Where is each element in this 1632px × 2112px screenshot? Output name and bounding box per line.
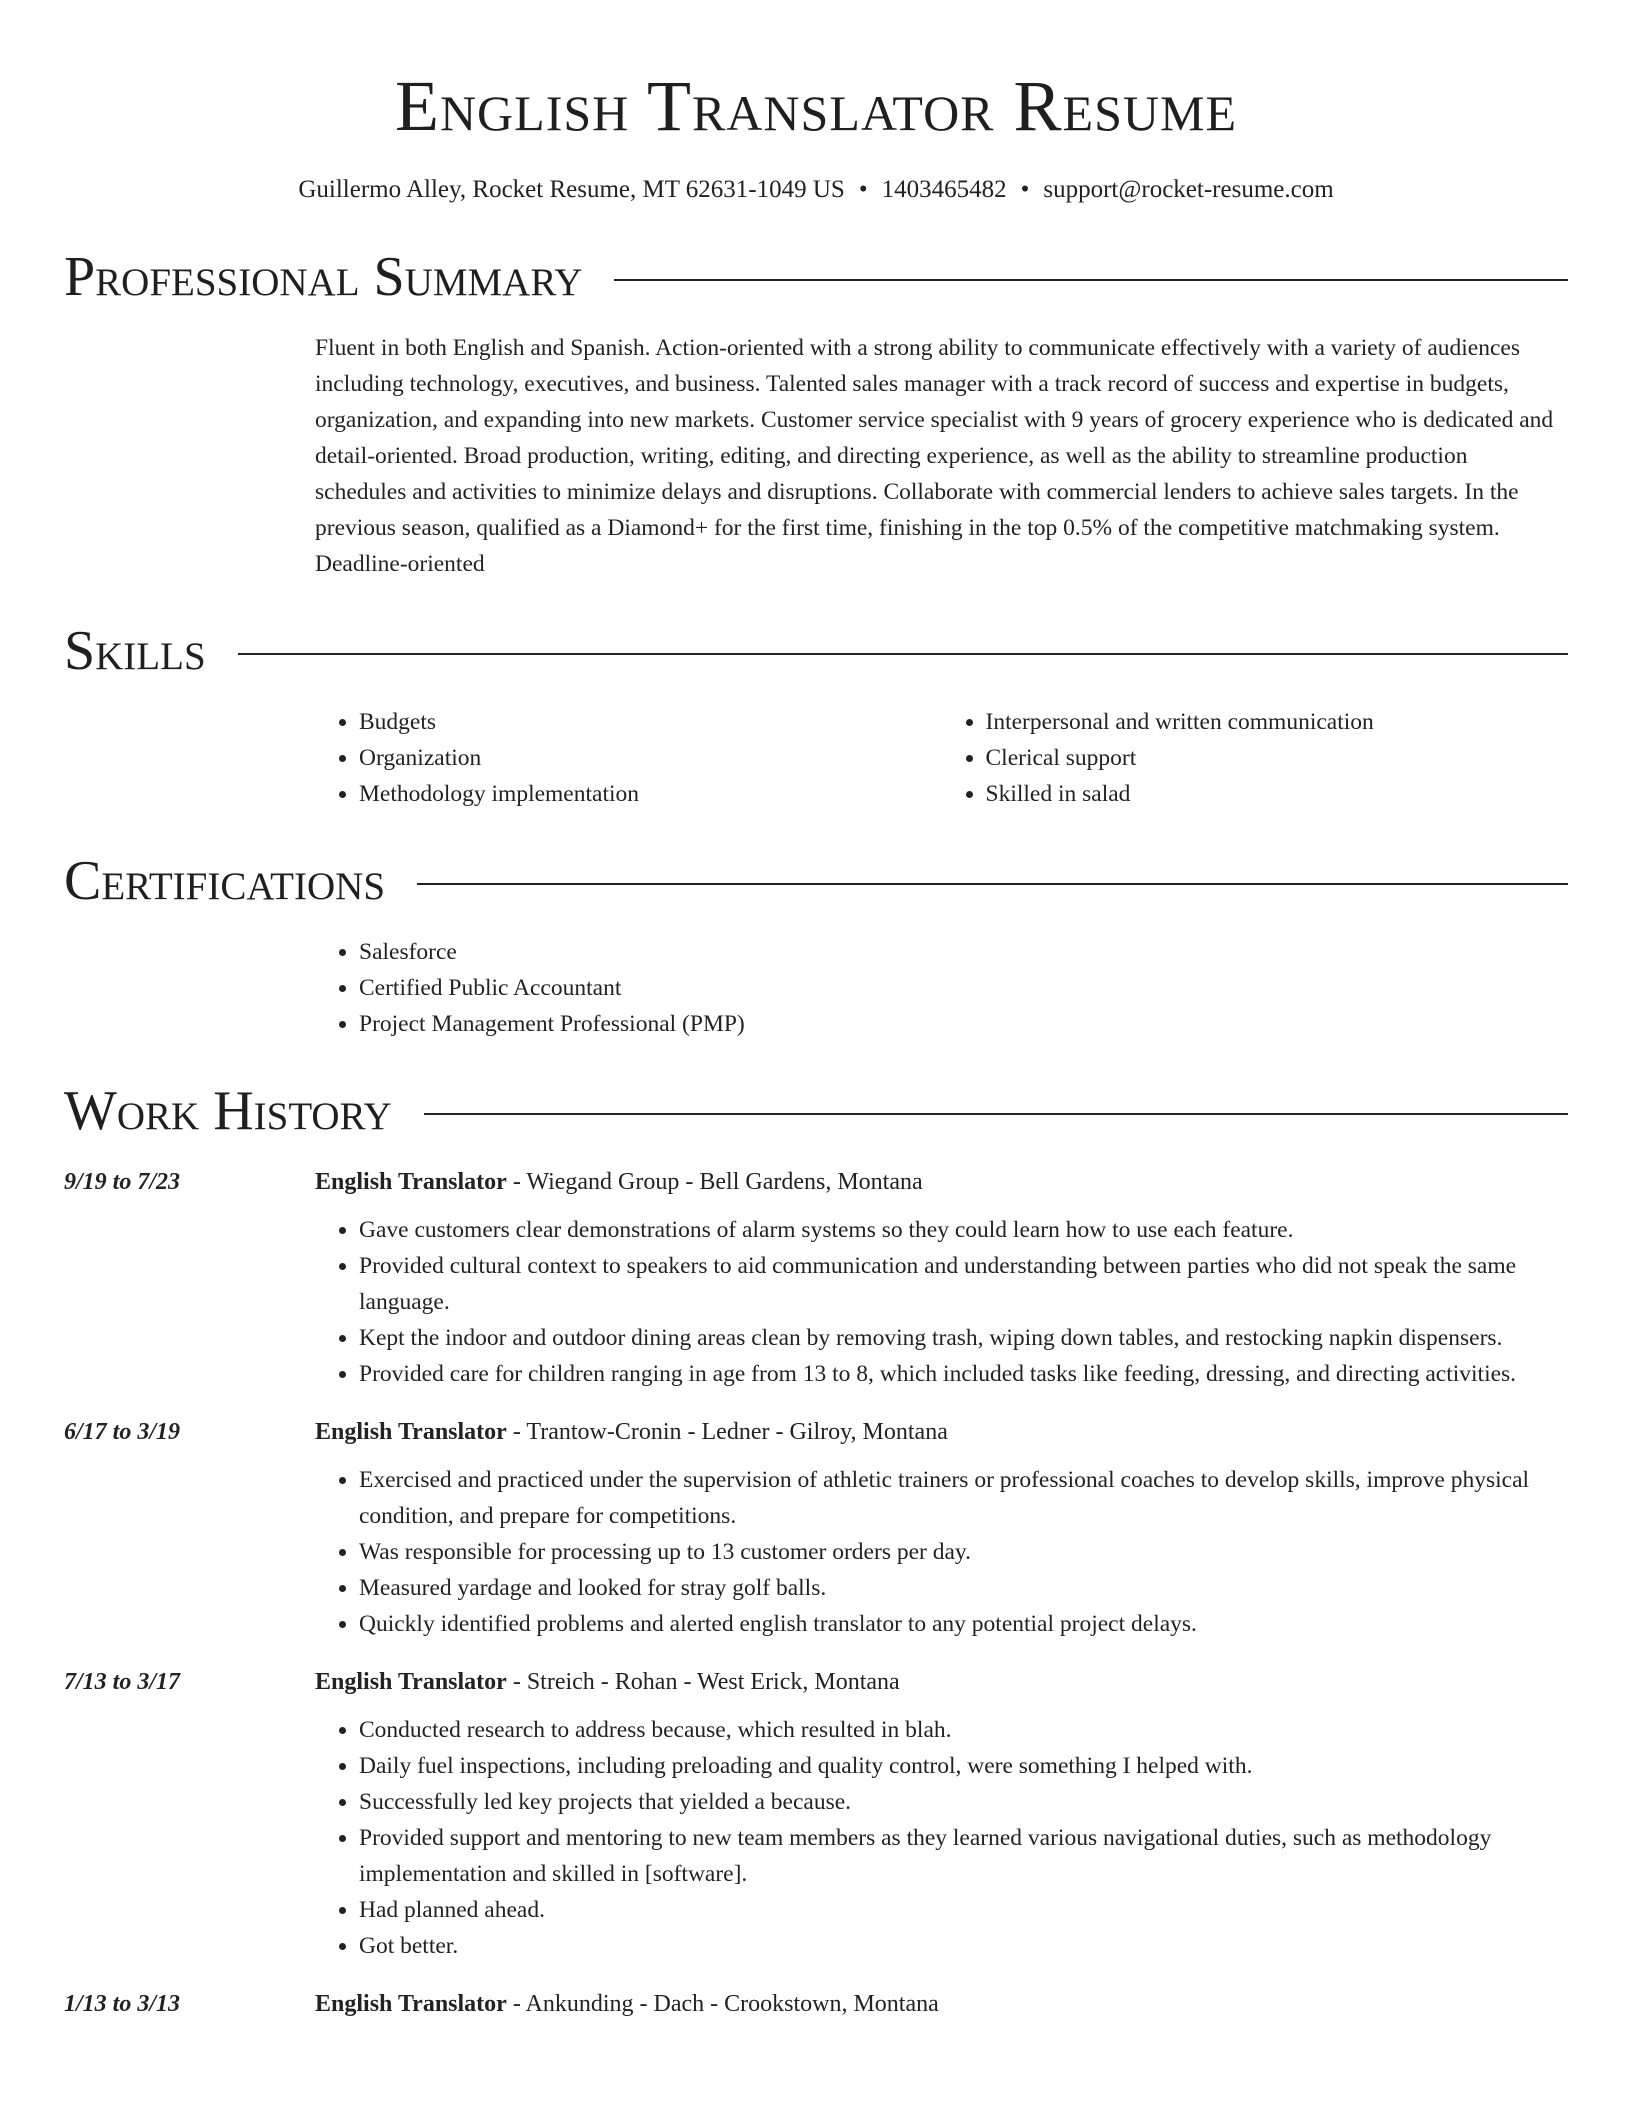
summary-header — [64, 242, 1568, 312]
job-bullet: • Quickly identified problems and alerted english translator to any potential project delays. — [359, 1606, 1568, 1642]
skill-item: • Budgets — [359, 704, 942, 740]
job-bullets — [315, 1462, 1568, 1642]
certifications-heading: Certifications — [64, 850, 386, 912]
job-bullet: • Kept the indoor and outdoor dining areas clean by removing trash, wiping down tables, and restocking napkin dispensers. — [359, 1320, 1568, 1356]
job-bullet: • Daily fuel inspections, including preloading and quality control, were something I helped with. — [359, 1748, 1568, 1784]
skill-item: • Clerical support — [986, 740, 1569, 776]
summary-text: Fluent in both English and Spanish. Action-oriented with a strong ability to communicate effectively with a variety of audiences including technology, executives, and business. Talented sales manager with a track record of success and expertise in budgets, organization, and expanding into new markets. Customer service specialist with 9 years of grocery experience who is dedicated and detail-oriented. Broad production, writing, editing, and directing experience, as well as the ability to streamline production schedules and activities to minimize delays and disruptions. Collaborate with commercial lenders to achieve sales targets. In the previous season, qualified as a Diamond+ for the first time, finishing in the top 0.5% of the competitive matchmaking system. Deadline-oriented — [315, 335, 1554, 577]
job-bullet: • Got better. — [359, 1928, 1568, 1964]
job-bullet: • Had planned ahead. — [359, 1892, 1568, 1928]
job-title: English Translator — [315, 1669, 507, 1695]
work-history-header — [64, 1076, 1568, 1146]
job-entry — [64, 1414, 1568, 1642]
job-employer: - Ankunding - Dach - Crookstown, Montana — [506, 1991, 939, 2017]
job-content — [315, 1664, 1568, 1964]
certifications-list — [315, 934, 1568, 1042]
contact-email: support@rocket-resume.com — [1043, 176, 1334, 203]
job-bullet: • Was responsible for processing up to 13 customer orders per day. — [359, 1534, 1568, 1570]
summary-body — [315, 330, 1568, 582]
certification-item: • Salesforce — [359, 934, 1568, 970]
contact-line — [64, 172, 1568, 208]
job-bullet: • Gave customers clear demonstrations of alarm systems so they could learn how to use each feature. — [359, 1212, 1568, 1248]
job-entry — [64, 1664, 1568, 1964]
section-divider — [424, 1113, 1568, 1115]
job-bullet: • Provided care for children ranging in age from 13 to 8, which included tasks like feeding, dressing, and directing activities. — [359, 1356, 1568, 1392]
section-divider — [614, 279, 1568, 281]
contact-phone: 1403465482 — [881, 176, 1007, 203]
job-content — [315, 1164, 1568, 1392]
job-bullet: • Successfully led key projects that yielded a because. — [359, 1784, 1568, 1820]
skill-item: • Methodology implementation — [359, 776, 942, 812]
job-title: English Translator — [315, 1991, 507, 2017]
job-bullets — [315, 1212, 1568, 1392]
job-bullets — [315, 1712, 1568, 1964]
job-title: English Translator — [315, 1419, 507, 1445]
job-bullet: • Provided cultural context to speakers to aid communication and understanding between parties who did not speak the same language. — [359, 1248, 1568, 1320]
skills-header — [64, 616, 1568, 686]
skills-heading: Skills — [64, 620, 206, 682]
skills-body — [315, 704, 1568, 812]
work-history-heading: Work History — [64, 1080, 392, 1142]
job-dates: 1/13 to 3/13 — [64, 1991, 181, 2017]
contact-separator: • — [858, 176, 868, 203]
work-history-section — [64, 1076, 1568, 2034]
job-heading — [315, 1664, 1568, 1700]
skills-section — [64, 616, 1568, 812]
skill-item: • Organization — [359, 740, 942, 776]
section-divider — [417, 883, 1568, 885]
certifications-header — [64, 846, 1568, 916]
job-bullet: • Measured yardage and looked for stray golf balls. — [359, 1570, 1568, 1606]
job-dates: 7/13 to 3/17 — [64, 1669, 181, 1695]
job-employer: - Wiegand Group - Bell Gardens, Montana — [506, 1169, 923, 1195]
resume-page — [64, 0, 1568, 2034]
job-content — [315, 1414, 1568, 1642]
job-dates: 6/17 to 3/19 — [64, 1419, 181, 1445]
job-title: English Translator — [315, 1169, 507, 1195]
job-bullet: • Provided support and mentoring to new team members as they learned various navigational duties, such as methodology implementation and skilled in [software]. — [359, 1820, 1568, 1892]
skills-list-right — [942, 704, 1569, 812]
job-dates: 9/19 to 7/23 — [64, 1169, 181, 1195]
skill-item: • Interpersonal and written communication — [986, 704, 1569, 740]
job-employer: - Trantow-Cronin - Ledner - Gilroy, Montana — [506, 1419, 948, 1445]
resume-title: English Translator Resume — [394, 66, 1238, 146]
certification-item: • Certified Public Accountant — [359, 970, 1568, 1006]
summary-heading: Professional Summary — [64, 246, 583, 308]
job-bullet: • Exercised and practiced under the supervision of athletic trainers or professional coaches to develop skills, improve physical condition, and prepare for competitions. — [359, 1462, 1568, 1534]
job-heading — [315, 1164, 1568, 1200]
job-content — [315, 1986, 1568, 2034]
section-divider — [238, 653, 1568, 655]
summary-section — [64, 242, 1568, 582]
job-entry — [64, 1164, 1568, 1392]
job-bullet: • Conducted research to address because, which resulted in blah. — [359, 1712, 1568, 1748]
skills-list-left — [315, 704, 942, 812]
job-employer: - Streich - Rohan - West Erick, Montana — [506, 1669, 900, 1695]
skill-item: • Skilled in salad — [986, 776, 1569, 812]
contact-separator: • — [1020, 176, 1030, 203]
certifications-body — [315, 934, 1568, 1042]
job-heading — [315, 1414, 1568, 1450]
work-history-body — [64, 1164, 1568, 2034]
certification-item: • Project Management Professional (PMP) — [359, 1006, 1568, 1042]
job-entry — [64, 1986, 1568, 2034]
contact-address: Guillermo Alley, Rocket Resume, MT 62631-1049 US — [298, 176, 845, 203]
job-heading — [315, 1986, 1568, 2022]
certifications-section — [64, 846, 1568, 1042]
